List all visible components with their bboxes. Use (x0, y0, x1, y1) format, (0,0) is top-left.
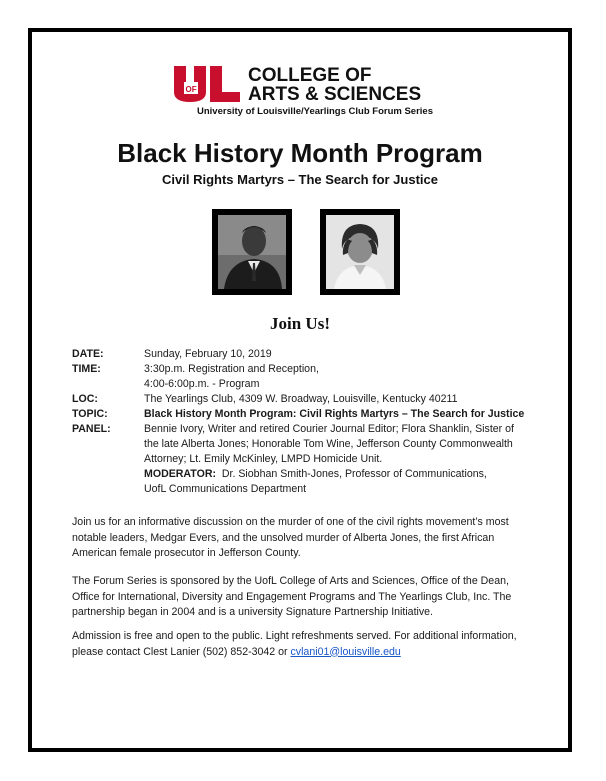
logo-college-text: COLLEGE OF (248, 65, 372, 86)
contact-email-link[interactable]: cvlani01@louisville.edu (290, 645, 401, 658)
admission-text: Admission is free and open to the public. Light refreshments served. For additional information, please contact Clest Lanier (502) 852-3042 or (72, 630, 517, 658)
loc-label: LOC: (72, 393, 98, 405)
panel-value-3: Attorney; Lt. Emily McKinley, LMPD Homicide Unit. (144, 453, 383, 465)
time-row (72, 362, 542, 392)
moderator-value-2: UofL Communications Department (144, 483, 307, 495)
panel-row (72, 422, 542, 497)
date-row (72, 347, 542, 362)
topic-label: TOPIC: (72, 408, 108, 420)
date-value: Sunday, February 10, 2019 (144, 348, 272, 360)
description-paragraph: Join us for an informative discussion on the murder of one of the civil rights movement’s most notable leaders, Medgar Evers, and the unsolved murder of Alberta Jones, the first African American female prosecutor in Jefferson County. (72, 516, 509, 559)
logo-series-text: University of Louisville/Yearlings Club Forum Series (197, 106, 433, 117)
join-us-heading: Join Us! (270, 314, 330, 333)
page-subtitle: Civil Rights Martyrs – The Search for Justice (162, 172, 438, 187)
time-value-2: 4:00-6:00p.m. - Program (144, 378, 260, 390)
page-title: Black History Month Program (117, 138, 483, 168)
college-logo (170, 64, 460, 120)
moderator-value-1: Dr. Siobhan Smith-Jones, Professor of Communications, (221, 468, 487, 480)
photo-alberta-jones (320, 209, 400, 295)
moderator-label: MODERATOR: (144, 468, 216, 480)
admission-paragraph (72, 629, 534, 660)
moderator-line-1 (144, 467, 542, 482)
loc-value: The Yearlings Club, 4309 W. Broadway, Louisville, Kentucky 40211 (144, 393, 458, 405)
topic-value: Black History Month Program: Civil Rights Martyrs – The Search for Justice (144, 408, 525, 420)
uofl-logo-icon (170, 64, 244, 104)
svg-text:OF: OF (185, 85, 197, 94)
photo-medgar-evers (212, 209, 292, 295)
time-value-1: 3:30p.m. Registration and Reception, (144, 363, 319, 375)
time-label: TIME: (72, 363, 101, 375)
panel-value-1: Bennie Ivory, Writer and retired Courier Journal Editor; Flora Shanklin, Sister of (144, 423, 514, 435)
panel-value-2: the late Alberta Jones; Honorable Tom Wine, Jefferson County Commonwealth (144, 438, 513, 450)
panel-label: PANEL: (72, 423, 111, 435)
event-details (72, 347, 542, 497)
topic-row (72, 407, 542, 422)
loc-row (72, 392, 542, 407)
date-label: DATE: (72, 348, 104, 360)
logo-arts-text: ARTS & SCIENCES (248, 84, 422, 105)
sponsor-paragraph: The Forum Series is sponsored by the UofL College of Arts and Sciences, Office of the Dean, Office for International, Diversity and Engagement Programs and The Yearlings Club, Inc. The partnership began in 2004 and is a university Signature Partnership Initiative. (72, 575, 512, 618)
